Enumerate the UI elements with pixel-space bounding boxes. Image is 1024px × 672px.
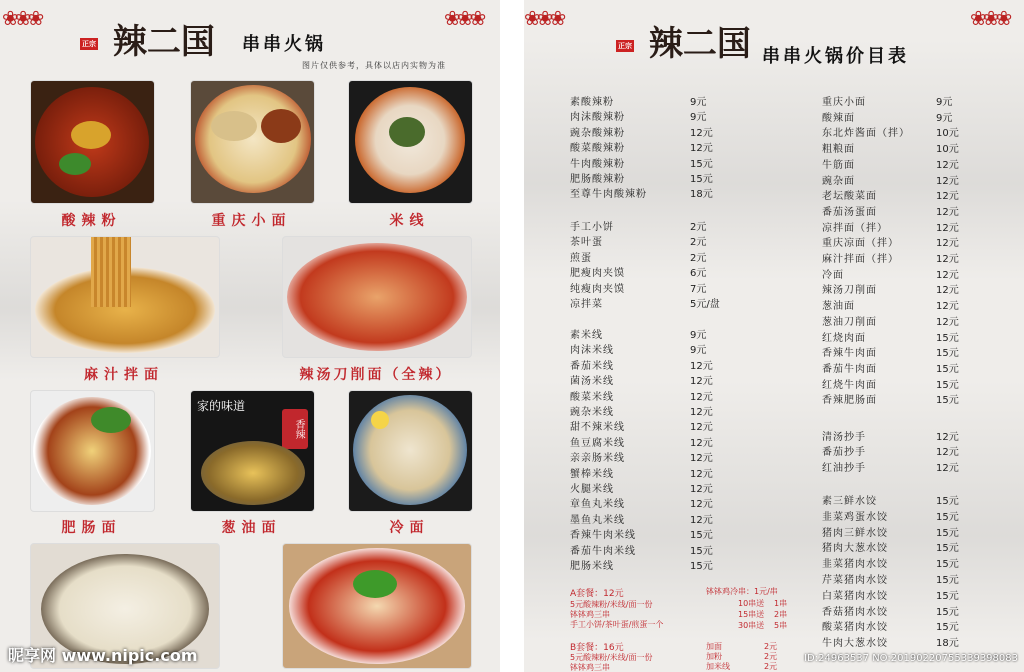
menu-item-name: 素米线 [570, 330, 603, 341]
caption-chongqing-noodle: 重庆小面 [211, 213, 292, 229]
menu-item-price: 12元 [936, 191, 959, 203]
menu-item-name: 葱油刀削面 [822, 316, 877, 328]
menu-item-price: 15元 [936, 395, 959, 407]
menu-item-name: 红油抄手 [822, 462, 866, 474]
brand-logo [80, 14, 215, 63]
menu-item-name: 牛筋面 [822, 159, 855, 171]
menu-item-price: 12元 [936, 254, 959, 265]
photo-congyou-noodle [190, 390, 315, 512]
menu-item-price: 12元 [690, 143, 713, 155]
menu-price-page [524, 0, 1024, 672]
menu-item-name: 韭菜猪肉水饺 [822, 559, 888, 571]
menu-item-price: 15元 [936, 332, 959, 344]
menu-item-name: 酸辣面 [822, 112, 855, 124]
menu-item-name: 肉沫酸辣粉 [570, 112, 625, 124]
combo-a-line2: 钵钵鸡三串 [570, 610, 610, 619]
menu-item-price: 12元 [690, 499, 713, 511]
extra-mixian-price: 2元 [764, 662, 778, 671]
menu-item-price: 12元 [690, 514, 713, 526]
menu-item-price: 12元 [936, 175, 959, 187]
menu-item-price: 15元 [936, 348, 959, 360]
logo-seal: 正宗 [82, 39, 96, 48]
page-gap [500, 0, 524, 672]
logo-text: 辣二国 [648, 24, 751, 64]
menu-item-name: 至尊牛肉酸辣粉 [570, 189, 647, 201]
bobo-tier-10-gift: 1串 [774, 599, 788, 608]
menu-item-name: 鱼豆腐米线 [570, 437, 625, 449]
menu-item-name: 牛肉酸辣粉 [570, 158, 625, 170]
combo-b-line1: 5元酸辣粉/米线/面一份 [570, 653, 653, 662]
menu-item-name: 章鱼丸米线 [570, 499, 625, 511]
menu-item-price: 15元 [690, 530, 713, 542]
bobo-tier-10: 10串送 [738, 599, 765, 608]
menu-item-price: 12元 [690, 127, 713, 139]
extra-mixian: 加米线 [706, 662, 730, 671]
menu-item-price: 12元 [690, 468, 713, 480]
menu-item-name: 菌汤米线 [570, 376, 614, 388]
menu-item-name: 酸菜猪肉水饺 [822, 622, 888, 634]
menu-item-price: 15元 [690, 545, 713, 557]
photo-disclaimer: 图片仅供参考，具体以店内实物为准 [302, 61, 446, 70]
menu-item-price: 12元 [936, 269, 959, 281]
menu-item-name: 香辣牛肉米线 [570, 530, 636, 542]
menu-item-name: 番茄牛肉米线 [570, 545, 636, 557]
menu-item-price: 18元 [690, 189, 713, 201]
menu-item-name: 煎蛋 [570, 252, 592, 264]
menu-item-name: 火腿米线 [570, 484, 614, 495]
menu-item-name: 酸菜酸辣粉 [570, 143, 625, 155]
menu-item-price: 12元 [690, 453, 713, 465]
page-subtitle: 串串火锅价目表 [762, 46, 909, 67]
menu-photo-page [0, 0, 500, 672]
combo-a-title: A套餐：12元 [570, 589, 624, 599]
menu-item-name: 纯瘦肉夹馍 [570, 283, 625, 295]
photo-red-broth-noodle [282, 543, 472, 669]
brand-logo [616, 16, 751, 65]
menu-item-name: 素三鲜水饺 [822, 496, 877, 507]
menu-item-price: 12元 [936, 159, 959, 171]
menu-item-price: 15元 [936, 559, 959, 571]
menu-item-name: 东北炸酱面（拌） [822, 128, 910, 140]
menu-item-price: 12元 [936, 432, 959, 443]
menu-item-price: 9元 [690, 330, 707, 341]
menu-item-price: 12元 [690, 437, 713, 449]
plum-branch-left: ❀❀❀ [524, 6, 563, 30]
menu-item-price: 12元 [936, 301, 959, 313]
menu-item-price: 15元 [936, 622, 959, 634]
combo-b-line2: 钵钵鸡三串 [570, 663, 610, 672]
image-id-watermark: ID:24963537 NO:20190220755339398083 [804, 653, 1018, 664]
menu-item-name: 甜不辣米线 [570, 422, 625, 434]
badge-xiangla: 香辣 [282, 409, 308, 449]
menu-item-price: 12元 [690, 360, 713, 372]
menu-item-price: 12元 [936, 447, 959, 459]
menu-item-price: 18元 [936, 638, 959, 650]
menu-item-name: 豌杂面 [822, 175, 855, 187]
menu-item-price: 12元 [936, 462, 959, 474]
menu-item-price: 15元 [690, 158, 713, 170]
menu-item-name: 番茄抄手 [822, 447, 866, 459]
menu-item-name: 番茄米线 [570, 360, 614, 372]
caption-congyou-noodle: 葱油面 [221, 520, 282, 536]
menu-item-price: 15元 [936, 496, 959, 507]
logo-seal: 正宗 [618, 41, 632, 50]
menu-item-name: 重庆小面 [822, 97, 866, 108]
caption-lengmian: 冷面 [389, 520, 430, 536]
menu-item-name: 香辣牛肉面 [822, 348, 877, 360]
menu-item-name: 酸菜米线 [570, 391, 614, 403]
bobo-price: 钵钵鸡冷串：1元/串 [706, 587, 778, 596]
photo-feichang-noodle [30, 390, 155, 512]
menu-item-price: 12元 [690, 422, 713, 434]
menu-item-name: 麻汁拌面（拌） [822, 254, 899, 265]
menu-item-price: 12元 [936, 238, 959, 250]
menu-item-price: 2元 [690, 237, 707, 249]
menu-item-price: 2元 [690, 222, 707, 233]
page-subtitle: 串串火锅 [242, 34, 326, 55]
menu-item-price: 9元 [690, 345, 707, 357]
menu-item-price: 15元 [690, 561, 713, 572]
menu-item-price: 9元 [690, 97, 707, 108]
menu-item-name: 芹菜猪肉水饺 [822, 575, 888, 586]
menu-item-price: 15元 [936, 575, 959, 586]
menu-item-price: 15元 [936, 511, 959, 523]
menu-item-name: 素酸辣粉 [570, 97, 614, 108]
caption-suanlafen: 酸辣粉 [61, 213, 122, 229]
menu-item-name: 红烧牛肉面 [822, 379, 877, 391]
nipic-watermark: 昵享网 www.nipic.com [8, 646, 198, 665]
plum-branch-right: ❀❀❀ [970, 6, 1009, 30]
extra-noodle-price: 2元 [764, 642, 778, 651]
menu-item-name: 亲亲肠米线 [570, 453, 625, 465]
menu-item-price: 12元 [690, 484, 713, 495]
menu-item-price: 15元 [936, 606, 959, 618]
menu-item-name: 豌杂酸辣粉 [570, 127, 625, 139]
menu-item-name: 番茄牛肉面 [822, 363, 877, 375]
photo-suanlafen [30, 80, 155, 204]
combo-b-title: B套餐：16元 [570, 643, 624, 653]
caption-feichang-noodle: 肥肠面 [61, 520, 122, 536]
menu-item-price: 12元 [690, 391, 713, 403]
menu-item-price: 15元 [936, 527, 959, 539]
photo-mixian [348, 80, 473, 204]
menu-item-price: 12元 [936, 222, 959, 234]
bobo-tier-30: 30串送 [738, 621, 765, 630]
menu-item-name: 红烧肉面 [822, 332, 866, 344]
menu-item-name: 韭菜鸡蛋水饺 [822, 511, 888, 523]
logo-text: 辣二国 [112, 22, 215, 62]
menu-item-price: 12元 [690, 376, 713, 388]
bobo-tier-30-gift: 5串 [774, 621, 788, 630]
menu-item-price: 5元/盘 [690, 299, 720, 310]
caption-lating-daoxiao: 辣汤刀削面（全辣） [299, 367, 453, 383]
menu-item-name: 番茄汤蛋面 [822, 206, 877, 218]
extra-fen-price: 2元 [764, 652, 778, 661]
menu-item-name: 凉拌菜 [570, 299, 603, 310]
plum-branch-left: ❀❀❀ [2, 6, 41, 30]
menu-item-name: 清汤抄手 [822, 432, 866, 443]
photo-chongqing-noodle [190, 80, 315, 204]
menu-item-price: 6元 [690, 268, 707, 280]
badge-jiadeweidao: 家的味道 [197, 399, 246, 413]
extra-noodle: 加面 [706, 642, 722, 651]
menu-item-name: 牛肉大葱水饺 [822, 638, 888, 650]
menu-item-name: 葱油面 [822, 301, 855, 313]
menu-item-price: 15元 [690, 174, 713, 185]
menu-item-price: 15元 [936, 590, 959, 602]
menu-item-name: 肥肠米线 [570, 561, 614, 572]
bobo-tier-15: 15串送 [738, 610, 765, 619]
menu-item-name: 老坛酸菜面 [822, 191, 877, 203]
menu-item-name: 白菜猪肉水饺 [822, 590, 888, 602]
menu-item-name: 茶叶蛋 [570, 237, 603, 249]
menu-item-name: 冷面 [822, 269, 844, 281]
menu-item-name: 手工小饼 [570, 222, 614, 233]
photo-lating-daoxiao [282, 236, 472, 358]
menu-item-price: 12元 [936, 316, 959, 328]
menu-item-price: 12元 [936, 285, 959, 297]
menu-item-name: 辣汤刀削面 [822, 285, 877, 297]
menu-item-name: 重庆凉面（拌） [822, 238, 899, 250]
plum-branch-right: ❀❀❀ [444, 6, 483, 30]
menu-item-name: 香辣肥肠面 [822, 395, 877, 407]
combo-a-line1: 5元酸辣粉/米线/面一份 [570, 600, 653, 609]
caption-mazhi-noodle: 麻汁拌面 [84, 367, 164, 383]
menu-item-name: 墨鱼丸米线 [570, 514, 625, 526]
menu-item-name: 粗粮面 [822, 144, 855, 156]
menu-item-price: 9元 [690, 112, 707, 124]
menu-item-price: 15元 [936, 543, 959, 555]
menu-item-price: 2元 [690, 252, 707, 264]
photo-mazhi-noodle [30, 236, 220, 358]
combo-a-line3: 手工小饼/茶叶蛋/煎蛋一个 [570, 620, 664, 629]
caption-mixian: 米线 [389, 213, 430, 229]
menu-item-name: 猪肉三鲜水饺 [822, 527, 888, 539]
menu-item-price: 9元 [936, 112, 953, 124]
menu-item-price: 15元 [936, 363, 959, 375]
menu-item-price: 7元 [690, 283, 707, 295]
menu-item-name: 肥肠酸辣粉 [570, 174, 625, 185]
photo-lengmian [348, 390, 473, 512]
menu-item-name: 蟹棒米线 [570, 468, 614, 480]
menu-item-price: 12元 [690, 407, 713, 418]
bobo-tier-15-gift: 2串 [774, 610, 788, 619]
menu-item-name: 凉拌面（拌） [822, 222, 888, 234]
extra-fen: 加粉 [706, 652, 722, 661]
menu-item-name: 香菇猪肉水饺 [822, 606, 888, 618]
menu-item-name: 肥瘦肉夹馍 [570, 268, 625, 280]
menu-item-price: 9元 [936, 97, 953, 108]
menu-item-price: 12元 [936, 206, 959, 218]
menu-item-price: 15元 [936, 379, 959, 391]
menu-item-name: 肉沫米线 [570, 345, 614, 357]
menu-item-price: 10元 [936, 144, 959, 156]
menu-item-name: 猪肉大葱水饺 [822, 543, 888, 555]
menu-item-price: 10元 [936, 128, 959, 140]
menu-item-name: 豌杂米线 [570, 407, 614, 418]
